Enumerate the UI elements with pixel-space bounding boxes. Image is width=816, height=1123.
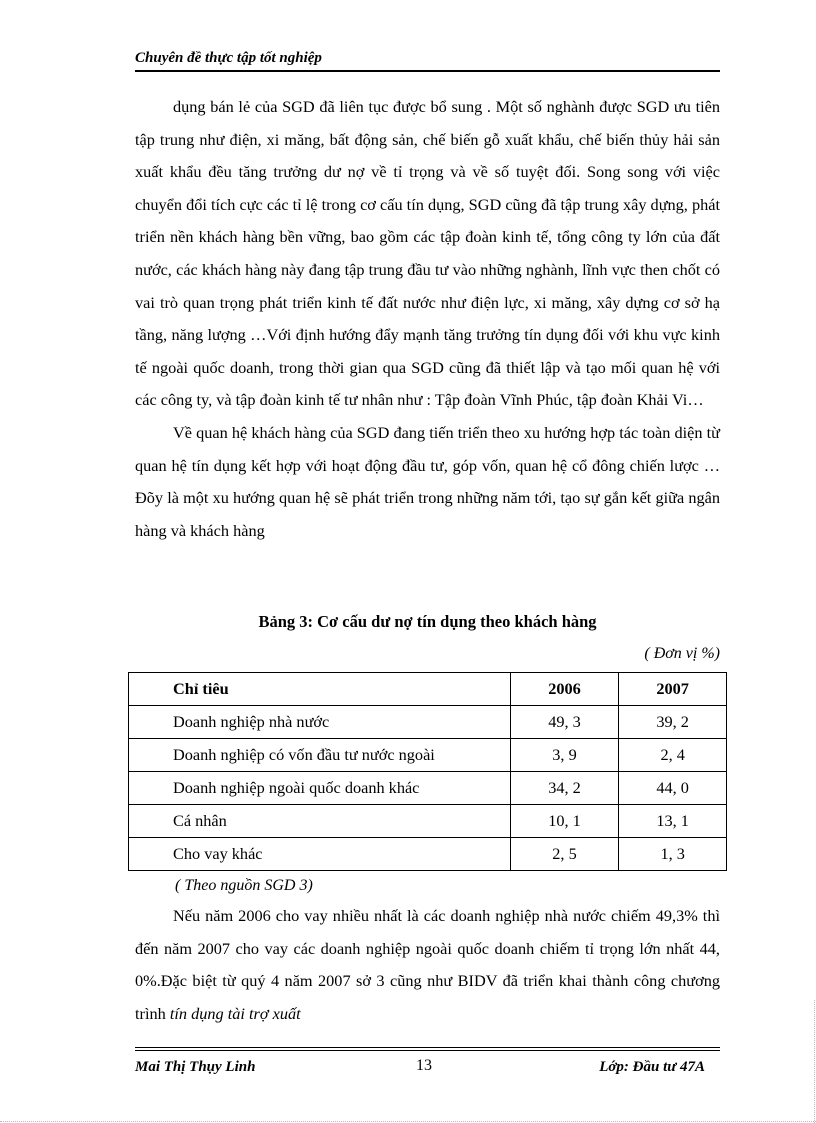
row-label: Cho vay khác [129, 838, 511, 871]
table-row [129, 805, 727, 838]
page-header [135, 46, 720, 70]
table-title: Bảng 3: Cơ cấu dư nợ tín dụng theo khách hàng [258, 612, 597, 631]
row-value-2007: 2, 4 [619, 739, 727, 772]
table-source: ( Theo nguồn SGD 3) [175, 877, 313, 894]
row-value-2007: 39, 2 [619, 706, 727, 739]
row-label: Doanh nghiệp ngoài quốc doanh khác [129, 772, 511, 805]
page-edge-right [814, 1000, 815, 1123]
row-value-2006: 34, 2 [510, 772, 619, 805]
table-row [129, 838, 727, 871]
footer-page-number: 13 [416, 1057, 432, 1074]
row-label: Doanh nghiệp có vốn đầu tư nước ngoài [129, 739, 511, 772]
paragraph-1: dụng bán lẻ của SGD đã liên tục được bổ sung . Một số nghành được SGD ưu tiên tập trung như điện, xi măng, bất động sản, chế biến gỗ xuất khẩu, chế biến thủy hải sản xuất khẩu đều tăng trưởng dư nợ về tỉ trọng và về số tuyệt đối. Song song với việc chuyển đổi tích cực các tỉ lệ trong cơ cấu tín dụng, SGD cũng đã tập trung xây dựng, phát triển nền khách hàng bền vững, bao gồm các tập đoàn kinh tế, tổng công ty lớn của đất nước, các khách hàng này đang tập trung đầu tư vào những nghành, lĩnh vực then chốt có vai trò quan trọng phát triển kinh tế đất nước như điện lực, xi măng, xây dựng cơ sở hạ tầng, năng lượng …Với định hướng đẩy mạnh tăng trưởng tín dụng đối với khu vực kinh tế ngoài quốc doanh, trong thời gian qua SGD cũng đã thiết lập và tạo mối quan hệ với các công ty, và tập đoàn kinh tế tư nhân như : Tập đoàn Vĩnh Phúc, tập đoàn Khải Vi… [135, 97, 720, 410]
table-header-row [129, 673, 727, 706]
page-edge-bottom [0, 1121, 816, 1122]
body-text [135, 91, 720, 547]
credit-structure-table [128, 672, 727, 871]
row-label: Cá nhân [129, 805, 511, 838]
header-cell-indicator: Chỉ tiêu [129, 673, 511, 706]
paragraph-3-italic: tín dụng tài trợ xuất [169, 1003, 301, 1023]
row-value-2006: 2, 5 [510, 838, 619, 871]
footer-class: Lớp: Đầu tư 47A [599, 1059, 705, 1075]
table-row [129, 772, 727, 805]
row-value-2006: 3, 9 [510, 739, 619, 772]
header-title: Chuyên đề thực tập tốt nghiệp [135, 50, 322, 66]
closing-text [135, 900, 720, 1030]
header-cell-2007: 2007 [619, 673, 727, 706]
paragraph-3 [135, 900, 720, 1030]
footer-author: Mai Thị Thụy Linh [135, 1059, 256, 1075]
row-value-2007: 1, 3 [619, 838, 727, 871]
paragraph-3-text: Nếu năm 2006 cho vay nhiều nhất là các doanh nghiệp nhà nước chiếm 49,3% thì đến năm 2007 cho vay các doanh nghiệp ngoài quốc doanh chiếm tỉ trọng lớn nhất 44, 0%.Đặc biệt từ quý 4 năm 2007 sở 3 cũng như BIDV đã triển khai thành công chương trình [135, 906, 720, 1023]
row-value-2006: 10, 1 [510, 805, 619, 838]
row-value-2007: 13, 1 [619, 805, 727, 838]
page-footer [135, 1047, 720, 1079]
footer-row [135, 1055, 720, 1079]
paragraph-2: Về quan hệ khách hàng của SGD đang tiến triển theo xu hướng hợp tác toàn diện từ quan hệ tín dụng kết hợp với hoạt động đầu tư, góp vốn, quan hệ cổ đông chiến lược …Đõy là một xu hướng quan hệ sẽ phát triển trong những năm tới, tạo sự gắn kết giữa ngân hàng và khách hàng [135, 422, 720, 540]
row-label: Doanh nghiệp nhà nước [129, 706, 511, 739]
table-row [129, 739, 727, 772]
table-row [129, 706, 727, 739]
table-unit: ( Đơn vị %) [644, 645, 720, 662]
row-value-2007: 44, 0 [619, 772, 727, 805]
row-value-2006: 49, 3 [510, 706, 619, 739]
header-rule [135, 70, 720, 72]
footer-rule-bottom [135, 1050, 720, 1051]
header-cell-2006: 2006 [510, 673, 619, 706]
footer-rule-top [135, 1047, 720, 1048]
